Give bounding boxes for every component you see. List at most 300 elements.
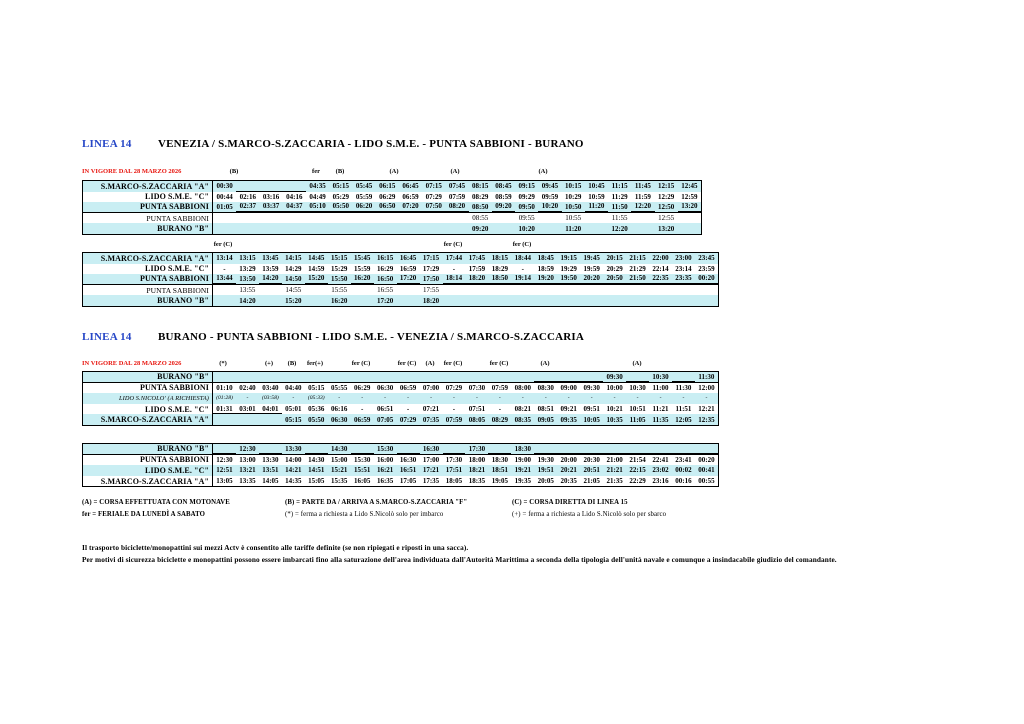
time-cell: 13:21 [239, 466, 256, 475]
time-cell: 13:30 [285, 444, 302, 453]
time-cell [557, 372, 580, 382]
time-cell: 16:21 [376, 466, 394, 475]
time-cell [399, 223, 422, 234]
time-cell [351, 285, 374, 296]
time-cell: 18:35 [468, 477, 486, 486]
time-cell: 16:29 [376, 264, 394, 273]
time-cell [259, 372, 282, 382]
time-cell: 23:35 [672, 274, 695, 284]
time-cell: - [223, 264, 226, 273]
time-cell: 07:20 [399, 202, 422, 212]
time-cell: 08:21 [514, 405, 531, 414]
time-cell: 18:30 [491, 455, 509, 464]
time-cell: 16:20 [351, 274, 374, 284]
column-annotation: fer (C) [443, 241, 463, 248]
time-cell: 21:05 [583, 477, 600, 486]
time-cell: 23:45 [698, 254, 715, 263]
time-cell: 12:55 [658, 214, 675, 223]
time-cell: 01:31 [213, 404, 236, 415]
time-cell [422, 213, 445, 224]
time-cell [213, 444, 236, 454]
time-cell: 18:05 [445, 477, 463, 486]
time-cell [534, 372, 557, 382]
time-cell [649, 444, 672, 454]
time-cell: 19:30 [537, 455, 554, 464]
time-cell: 13:05 [216, 477, 233, 486]
time-cell: 05:59 [355, 192, 373, 201]
time-cell: 07:21 [422, 405, 440, 414]
time-cell: 13:30 [262, 455, 279, 464]
time-cell: - [521, 395, 524, 402]
time-cell: 10:45 [588, 182, 605, 191]
time-cell: - [544, 395, 547, 402]
time-cell [511, 295, 534, 306]
stop-label: BURANO "B" [83, 372, 213, 382]
time-cell: 14:35 [285, 477, 302, 486]
time-cell: 02:37 [236, 202, 259, 212]
time-cell: 07:30 [468, 383, 486, 392]
time-cell: 09:20 [492, 202, 515, 212]
time-cell [376, 213, 399, 224]
time-cell: 07:00 [422, 383, 440, 392]
time-cell: 00:41 [698, 466, 715, 475]
time-cell: 13:50 [239, 274, 256, 283]
time-cell: 18:50 [488, 274, 511, 284]
time-cell: 16:15 [376, 254, 394, 263]
time-cell: 00:55 [698, 477, 715, 486]
time-cell [492, 223, 515, 234]
time-cell [672, 444, 695, 454]
time-cell [534, 295, 557, 306]
time-cell: - [406, 405, 410, 414]
time-cell: 11:29 [611, 192, 628, 201]
time-cell [397, 295, 420, 306]
time-cell: 08:00 [514, 383, 531, 392]
timetable-row [83, 372, 718, 383]
timetable-return-morning [82, 371, 719, 426]
time-cell: 09:45 [541, 182, 559, 191]
time-cell: 20:20 [580, 274, 603, 284]
time-cell [649, 285, 672, 296]
time-cell: 17:20 [397, 274, 420, 284]
time-cell: 00:44 [216, 192, 233, 201]
time-cell: 12:00 [698, 383, 715, 392]
time-cell: 00:16 [675, 477, 692, 486]
time-cell: 17:20 [376, 296, 394, 305]
time-cell: 09:15 [518, 182, 535, 191]
footnote-plus: (+) = ferma a richiesta a Lido S.Nicolò solo per sbarco [512, 510, 667, 518]
time-cell [443, 444, 466, 454]
time-cell: - [636, 395, 639, 402]
time-cell: 07:29 [445, 383, 463, 392]
time-cell: (05:33) [307, 395, 325, 402]
time-cell [443, 285, 466, 296]
time-cell: 06:20 [352, 202, 375, 212]
time-cell [213, 372, 236, 382]
time-cell [259, 213, 282, 224]
time-cell: 11:21 [652, 405, 669, 414]
time-cell: 15:05 [308, 477, 325, 486]
column-annotation: (A) [540, 360, 550, 367]
time-cell [351, 444, 374, 454]
time-cell [488, 444, 511, 454]
stop-label: S.MARCO-S.ZACCARIA "A" [83, 414, 213, 425]
time-cell: 15:30 [376, 444, 394, 453]
time-cell: 10:29 [565, 192, 582, 201]
time-cell: 14:50 [285, 274, 302, 283]
time-cell: 20:29 [606, 264, 623, 273]
time-cell: 10:50 [565, 202, 582, 211]
time-cell [678, 213, 701, 224]
time-cell [585, 213, 608, 224]
time-cell [631, 213, 654, 224]
time-cell: 05:36 [308, 405, 325, 414]
time-cell: 20:21 [560, 466, 577, 475]
time-cell: 03:40 [262, 383, 279, 392]
time-cell: 23:02 [652, 466, 669, 475]
stop-label: PUNTA SABBIONI [83, 455, 213, 466]
time-cell: 23:41 [675, 455, 692, 464]
time-cell: 16:30 [422, 444, 440, 453]
time-cell: 15:35 [331, 477, 348, 486]
time-cell: 22:15 [629, 466, 646, 475]
time-cell [465, 295, 488, 306]
time-cell: 14:05 [262, 477, 279, 486]
time-cell: 15:15 [331, 254, 348, 263]
time-cell: 12:21 [698, 405, 715, 414]
time-cell: 16:35 [376, 477, 394, 486]
time-cell [445, 213, 468, 224]
time-cell: - [361, 395, 364, 402]
time-cell [511, 285, 534, 296]
time-cell: 06:45 [402, 182, 419, 191]
stop-label: LIDO S.M.E. "C" [83, 465, 213, 476]
time-cell [213, 414, 236, 425]
time-cell: 06:59 [353, 415, 371, 424]
time-cell: - [338, 395, 341, 402]
time-cell: 15:21 [331, 466, 348, 475]
time-cell: 12:20 [631, 202, 654, 212]
footnote-C: (C) = CORSA DIRETTA DI LINEA 15 [512, 499, 628, 506]
time-cell: 09:55 [518, 214, 535, 223]
time-cell: 08:15 [472, 182, 489, 191]
time-cell: 15:50 [331, 274, 348, 283]
time-cell: 09:21 [560, 405, 577, 414]
time-cell: 21:35 [606, 477, 623, 486]
timetable-row [83, 253, 718, 264]
time-cell: 07:59 [491, 383, 509, 392]
column-annotation: fer(+) [307, 360, 323, 367]
time-cell [695, 295, 718, 306]
timetable-row [83, 404, 718, 415]
time-cell [352, 223, 375, 234]
time-cell: 07:45 [448, 182, 466, 191]
time-cell [631, 223, 654, 234]
time-cell: 10:55 [565, 214, 582, 223]
time-cell: 10:05 [583, 415, 600, 424]
time-cell: (03:58) [261, 395, 279, 402]
column-annotation: (+) [264, 360, 274, 367]
time-cell [397, 372, 420, 382]
time-cell: 01:10 [216, 383, 233, 392]
footnote-A: (A) = CORSA EFFETTUATA CON MOTONAVE [82, 499, 230, 506]
column-annotation: (*) [219, 360, 227, 367]
time-cell: - [659, 395, 662, 402]
time-cell [305, 372, 328, 382]
timetable-row [83, 476, 718, 487]
time-cell: 06:16 [331, 405, 348, 414]
stop-label: PUNTA SABBIONI [83, 285, 213, 296]
time-cell: - [498, 405, 502, 414]
time-cell: 09:51 [583, 405, 600, 414]
time-cell: 19:35 [514, 477, 531, 486]
time-cell: 20:35 [560, 477, 577, 486]
timetable-row [83, 444, 718, 455]
time-cell [351, 372, 374, 382]
time-cell: 15:29 [331, 264, 348, 273]
time-cell [626, 444, 649, 454]
time-cell: 13:44 [213, 274, 236, 284]
time-cell [585, 223, 608, 234]
time-cell [488, 285, 511, 296]
time-cell: 14:21 [285, 466, 302, 475]
time-cell: 14:30 [308, 455, 325, 464]
linea-label-2: LINEA 14 [82, 331, 132, 343]
time-cell [236, 181, 259, 192]
time-cell: 18:15 [491, 254, 509, 263]
time-cell [236, 414, 259, 425]
time-cell: 00:20 [695, 274, 718, 284]
time-cell: - [430, 395, 432, 402]
time-cell [329, 213, 352, 224]
time-cell: 04:16 [286, 192, 303, 201]
time-cell: 14:55 [285, 286, 302, 295]
time-cell: 14:30 [331, 444, 348, 453]
time-cell: 05:50 [308, 415, 325, 424]
time-cell: 11:35 [652, 415, 669, 424]
time-cell [236, 213, 259, 224]
column-annotation: fer (C) [489, 360, 509, 367]
route-title-return: BURANO - PUNTA SABBIONI - LIDO S.M.E. - VENEZIA / S.MARCO-S.ZACCARIA [158, 331, 585, 343]
time-cell [580, 444, 603, 454]
time-cell: - [292, 395, 295, 402]
time-cell: 18:44 [514, 254, 531, 263]
time-cell: 21:21 [606, 466, 623, 475]
time-cell [213, 223, 236, 234]
time-cell: 19:21 [514, 466, 531, 475]
time-cell: 22:41 [652, 455, 669, 464]
time-cell: - [384, 395, 387, 402]
time-cell: 14:20 [259, 274, 282, 284]
time-cell: 19:51 [537, 466, 554, 475]
time-cell: 22:35 [649, 274, 672, 284]
time-cell: 19:29 [560, 264, 577, 273]
column-annotation: (A) [389, 168, 399, 175]
time-cell: 21:50 [626, 274, 649, 284]
time-cell: 07:05 [376, 415, 394, 424]
time-cell: 09:00 [560, 383, 577, 392]
timetable-row [83, 393, 718, 404]
timetable-row [83, 264, 718, 275]
time-cell [580, 295, 603, 306]
stop-label: S.MARCO-S.ZACCARIA "A" [83, 476, 213, 487]
timetable-outbound-morning [82, 180, 702, 235]
timetable-row [83, 181, 701, 192]
time-cell: 02:16 [239, 192, 257, 201]
time-cell: 12:30 [239, 444, 256, 453]
time-cell: 08:51 [537, 405, 554, 414]
column-annotation: fer (C) [351, 360, 371, 367]
time-cell [305, 295, 328, 306]
column-annotation: (A) [632, 360, 642, 367]
time-cell [695, 285, 718, 296]
time-cell: 18:45 [537, 254, 554, 263]
time-cell [352, 213, 375, 224]
time-cell [259, 414, 282, 425]
stop-label: PUNTA SABBIONI [83, 274, 213, 284]
timetable-row [83, 274, 718, 285]
time-cell: 18:59 [537, 264, 554, 273]
time-cell: 13:55 [239, 286, 256, 295]
time-cell [603, 444, 626, 454]
time-cell: 15:20 [305, 274, 328, 284]
time-cell: 20:05 [537, 477, 554, 486]
time-cell [420, 372, 443, 382]
time-cell: 12:50 [657, 202, 675, 211]
time-cell: 06:15 [379, 182, 396, 191]
time-cell [538, 223, 561, 234]
time-cell [557, 444, 580, 454]
timetable-row [83, 202, 701, 213]
time-cell: 08:55 [472, 214, 489, 223]
time-cell: - [452, 264, 456, 273]
stop-label: S.MARCO-S.ZACCARIA "A" [83, 181, 213, 192]
time-cell: 15:20 [285, 296, 302, 305]
time-cell: 16:59 [399, 264, 417, 273]
time-cell [492, 213, 515, 224]
timetable-row [83, 383, 718, 394]
time-cell: 17:21 [422, 466, 440, 475]
time-cell: 05:50 [329, 202, 352, 212]
time-cell [236, 223, 259, 234]
column-annotation: fer (C) [443, 360, 463, 367]
time-cell [306, 213, 329, 224]
column-annotation: fer (C) [512, 241, 532, 248]
stop-label: LIDO S.M.E. "C" [83, 264, 213, 275]
time-cell: 05:29 [332, 192, 349, 201]
time-cell: 17:45 [468, 254, 486, 263]
time-cell: 09:35 [560, 415, 577, 424]
time-cell: 09:29 [518, 192, 535, 201]
timetable-row [83, 465, 718, 476]
time-cell: 09:05 [537, 415, 554, 424]
time-cell: 04:37 [283, 202, 306, 212]
time-cell: 14:45 [308, 254, 325, 263]
time-cell [374, 372, 397, 382]
time-cell [259, 295, 282, 306]
time-cell [557, 295, 580, 306]
time-cell: 16:50 [376, 274, 394, 283]
footnote-star: (*) = ferma a richiesta a Lido S.Nicolò solo per imbarco [285, 510, 444, 518]
time-cell: 15:45 [353, 254, 371, 263]
time-cell: 07:51 [468, 405, 486, 414]
time-cell: 17:35 [422, 477, 440, 486]
time-cell: 07:29 [399, 415, 417, 424]
column-annotation: fer (C) [213, 241, 233, 248]
time-cell: 07:35 [422, 415, 440, 424]
time-cell: 12:15 [657, 182, 675, 191]
time-cell: 05:01 [285, 405, 302, 414]
time-cell: 12:51 [216, 466, 233, 475]
time-cell: - [475, 395, 478, 402]
time-cell [259, 444, 282, 454]
time-cell: 19:15 [560, 254, 577, 263]
stop-label: BURANO "B" [83, 295, 213, 306]
timetable-row [83, 455, 718, 466]
time-cell: 17:15 [422, 254, 440, 263]
time-cell [649, 295, 672, 306]
time-cell: 00:20 [698, 455, 715, 464]
time-cell: 04:40 [285, 383, 302, 392]
time-cell [672, 295, 695, 306]
time-cell: 10:30 [652, 372, 669, 381]
time-cell: 06:29 [353, 383, 371, 392]
time-cell: - [452, 405, 456, 414]
time-cell: 21:29 [629, 264, 646, 273]
stop-label: PUNTA SABBIONI [83, 202, 213, 212]
time-cell: 16:55 [377, 286, 394, 295]
time-cell: 00:02 [675, 466, 692, 475]
time-cell: 17:51 [445, 466, 463, 475]
time-cell [259, 223, 282, 234]
time-cell: 07:15 [425, 182, 442, 191]
time-cell: 18:21 [468, 466, 486, 475]
timetable-row [83, 285, 718, 296]
stop-label: PUNTA SABBIONI [83, 383, 213, 394]
time-cell: 09:30 [583, 383, 600, 392]
time-cell [213, 285, 236, 296]
time-cell [465, 285, 488, 296]
column-annotation: fer [312, 168, 320, 175]
time-cell: 03:16 [262, 192, 280, 201]
time-cell [259, 181, 282, 192]
time-cell: 16:05 [353, 477, 371, 486]
time-cell: 08:29 [472, 192, 489, 201]
bike-notice-line-1: Il trasporto biciclette/monopattini sui mezzi Actv è consentito alle tariffe definite (se non ripiegati e riposti in una sacca). [82, 543, 469, 552]
time-cell: 14:15 [285, 254, 302, 263]
time-cell: 05:45 [355, 182, 373, 191]
time-cell: 13:00 [239, 455, 256, 464]
time-cell [305, 444, 328, 454]
time-cell: 13:35 [239, 477, 256, 486]
timetable-row [83, 295, 718, 306]
time-cell: 15:51 [353, 466, 371, 475]
time-cell: 20:50 [603, 274, 626, 284]
route-title-outbound: VENEZIA / S.MARCO-S.ZACCARIA - LIDO S.M.E. - PUNTA SABBIONI - BURANO [158, 138, 584, 150]
time-cell: 07:59 [448, 192, 466, 201]
time-cell: 06:30 [376, 383, 394, 392]
time-cell: 23:14 [675, 264, 692, 273]
time-cell: 08:30 [537, 383, 554, 392]
time-cell: 17:50 [422, 274, 440, 283]
column-annotation: (B) [229, 168, 239, 175]
time-cell: 10:21 [606, 405, 623, 414]
time-cell: - [453, 395, 455, 402]
time-cell: 12:59 [681, 192, 698, 201]
time-cell: 18:20 [422, 296, 440, 305]
time-cell: 22:14 [652, 264, 669, 273]
time-cell: 14:00 [285, 455, 302, 464]
